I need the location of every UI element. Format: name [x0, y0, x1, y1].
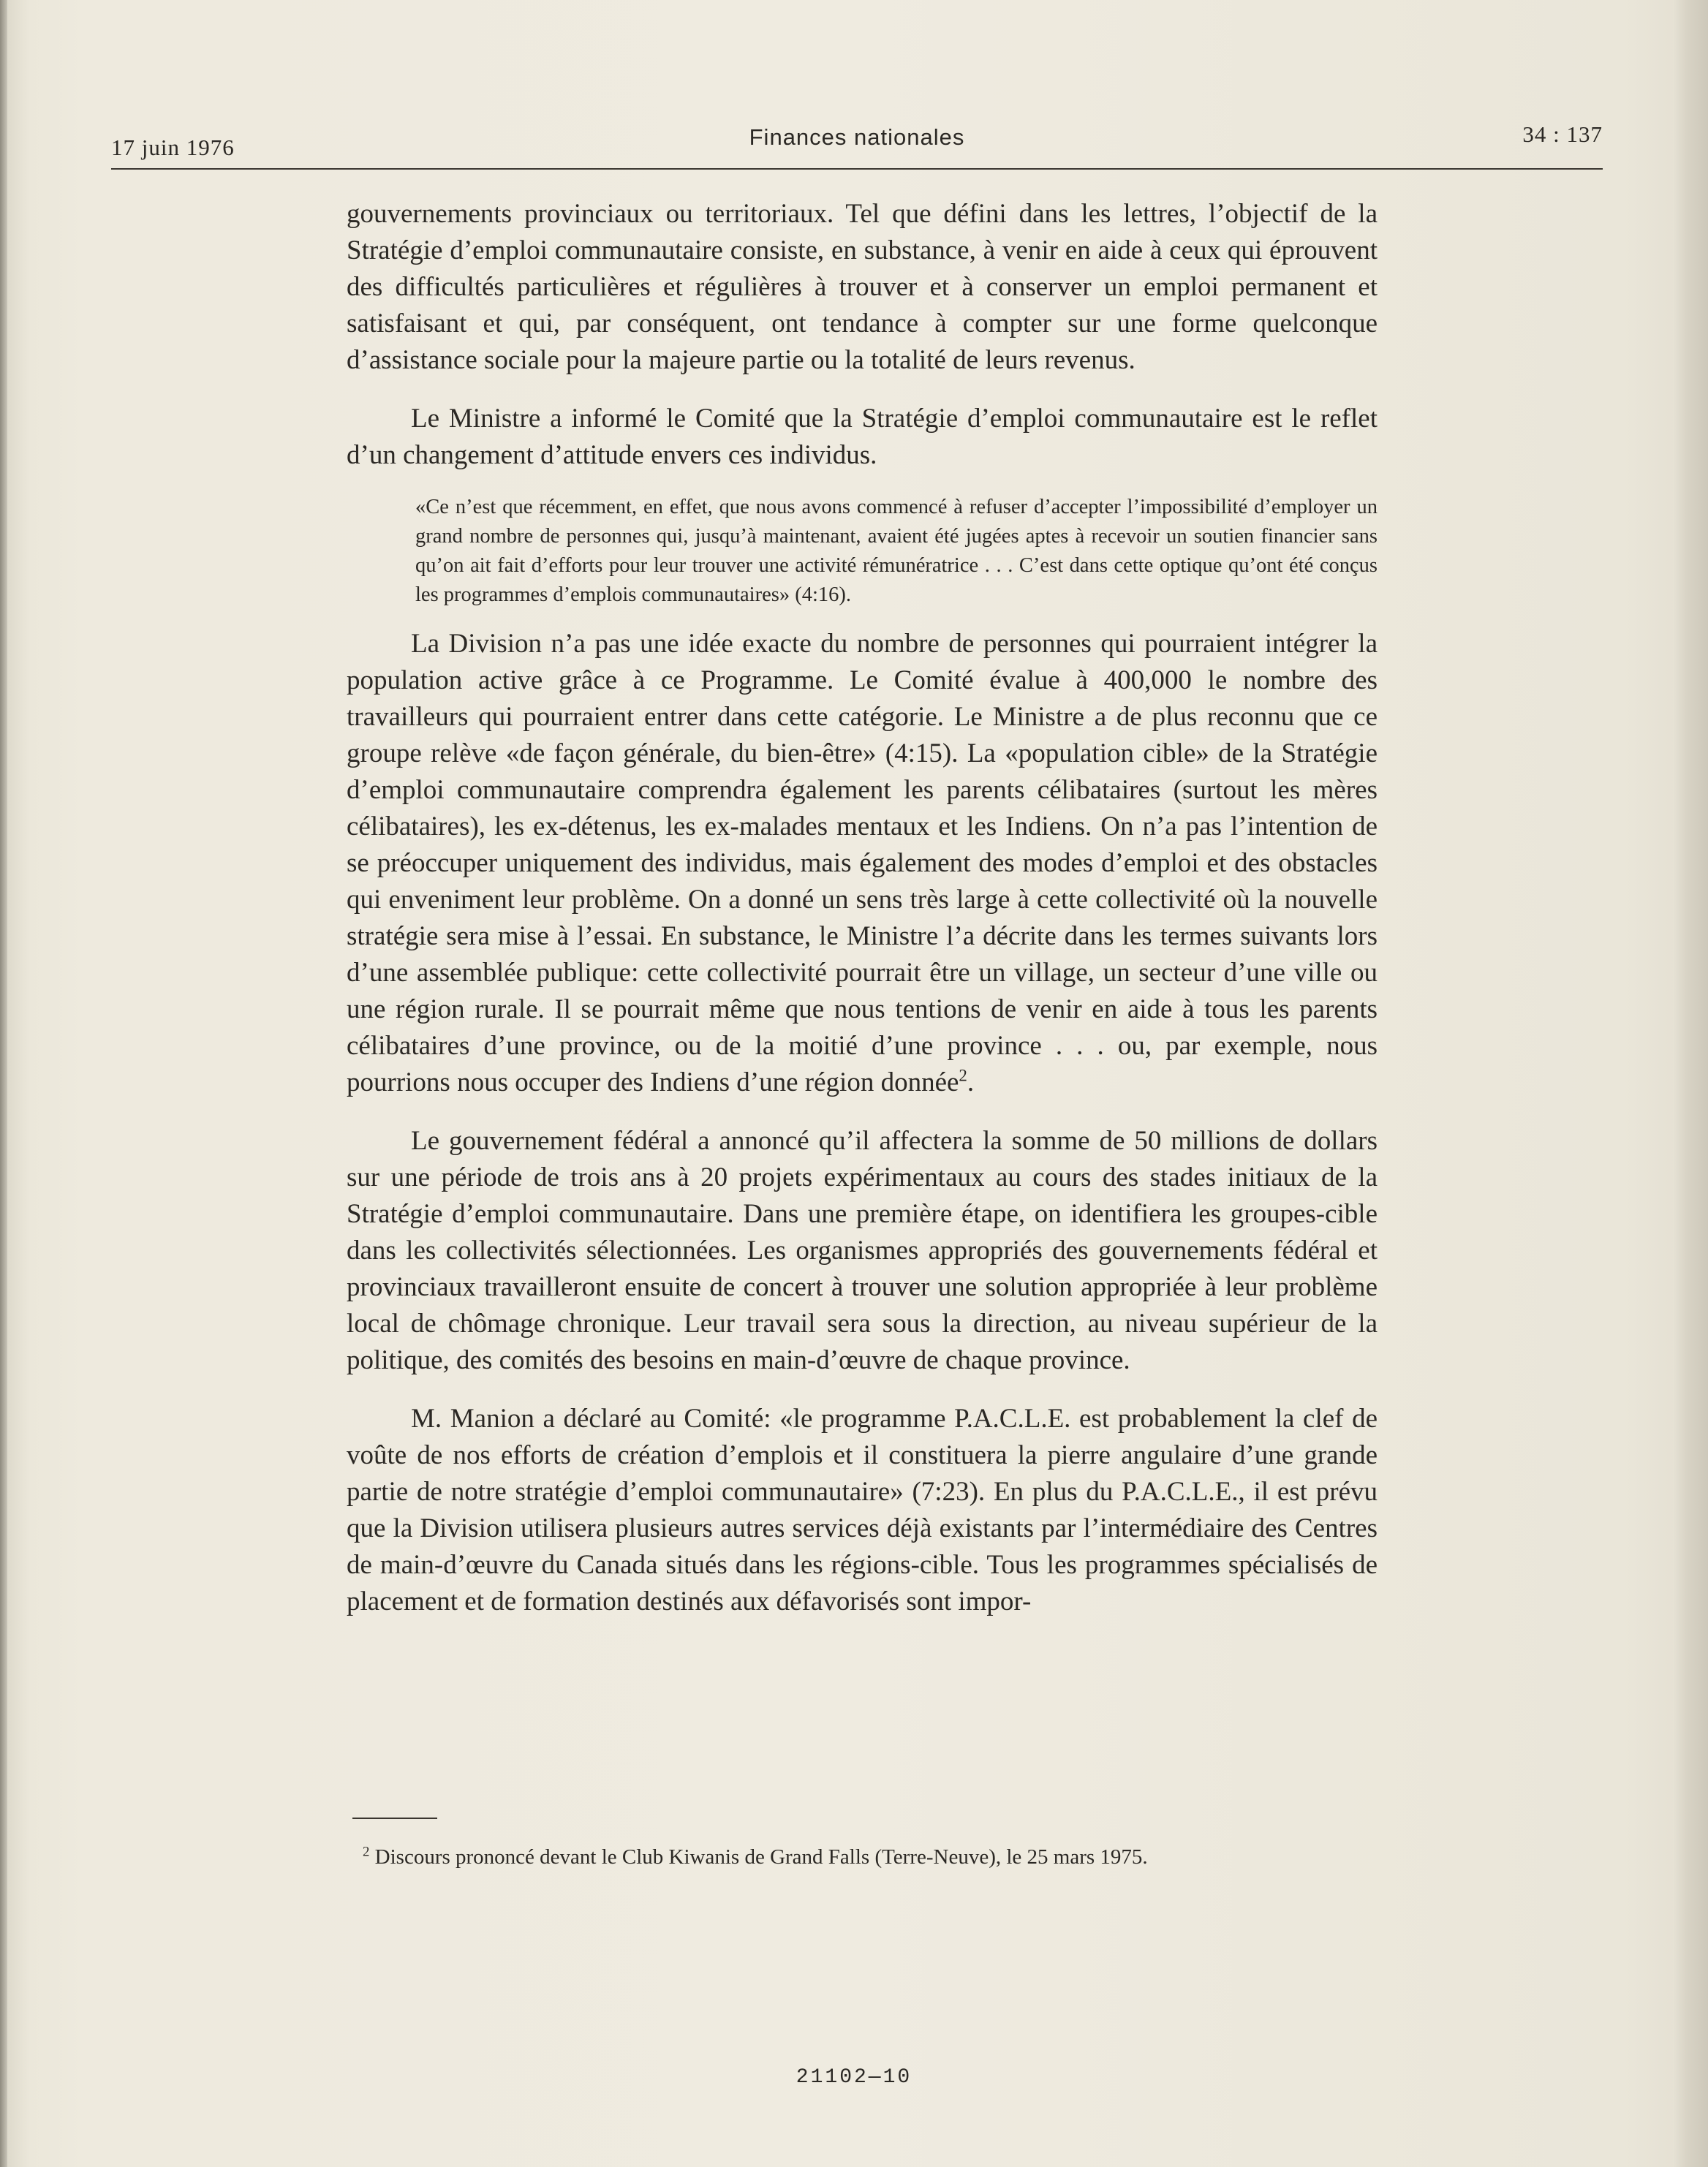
paragraph-division-text: La Division n’a pas une idée exacte du nombre de personnes qui pourraient intégrer la population active grâce à ce Programme. Le Comité évalue à 400,000 le nombre des travailleurs qui pourraient entrer dans cette catégorie. Le Ministre a de plus reconnu que ce groupe relève «de façon générale, du bien-être» (4:15). La «population cible» de la Stratégie d’emploi communautaire comprendra également les parents célibataires (surtout les mères célibataires), les ex-détenus, les ex-malades mentaux et les Indiens. On n’a pas l’intention de se préoccuper uniquement des individus, mais également des modes d’emploi et des obstacles qui enveniment leur problème. On a donné un sens très large à cette collectivité où la nouvelle stratégie sera mise à l’essai. En substance, le Ministre l’a décrite dans les termes suivants lors d’une assemblée publique: cette collectivité pourrait être un village, un secteur d’une ville ou une région rurale. Il se pourrait même que nous tentions de venir en aide à tous les parents célibataires d’une province, ou de la moitié d’une province . . . ou, par exemple, nous pourrions nous occuper des Indiens d’une région donnée	[347, 629, 1378, 1097]
paragraph-division	[347, 626, 1378, 1101]
scan-left-edge	[0, 0, 7, 2167]
paragraph-federal-government: Le gouvernement fédéral a annoncé qu’il affectera la somme de 50 millions de dollars sur une période de trois ans à 20 projets expérimentaux au cours des stades initiaux de la Stratégie d’emploi communautaire. Dans une première étape, on identifiera les groupes-cible dans les collectivités sélectionnées. Les organismes appropriés des gouvernements fédéral et provinciaux travailleront ensuite de concert à trouver une solution appropriée à leur problème local de chômage chronique. Leur travail sera sous la direction, au niveau supérieur de la politique, des comités des besoins en main-d’œuvre de chaque province.	[347, 1126, 1378, 1375]
paragraph-minister-informed: Le Ministre a informé le Comité que la Stratégie d’emploi communautaire est le reflet d’un changement d’attitude envers ces individus.	[347, 404, 1378, 470]
footnote-number: 2	[363, 1844, 370, 1860]
paragraph-manion: M. Manion a déclaré au Comité: «le programme P.A.C.L.E. est probablement la clef de voûte de nos efforts de création d’emplois et il constituera la pierre angulaire d’une grande partie de notre stratégie d’emploi communautaire» (7:23). En plus du P.A.C.L.E., il est prévu que la Division utilisera plusieurs autres services déjà existants par l’intermédiaire des Centres de main-d’œuvre du Canada situés dans les régions-cible. Tous les programmes spécialisés de placement et de formation destinés aux défavorisés sont impor-	[347, 1404, 1378, 1616]
header-date: 17 juin 1976	[111, 135, 235, 160]
footnote-text: Discours prononcé devant le Club Kiwanis de Grand Falls (Terre-Neuve), le 25 mars 1975.	[369, 1845, 1148, 1869]
footnote-rule	[352, 1818, 437, 1819]
printer-mark: 21102—10	[796, 2066, 912, 2089]
running-head	[111, 120, 1603, 171]
body-text	[347, 196, 1378, 1620]
header-title: Finances nationales	[749, 124, 965, 150]
footnote-reference[interactable]: 2	[959, 1066, 967, 1085]
paragraph-continued: gouvernements provinciaux ou territoriaux. Tel que défini dans les lettres, l’objectif de la Stratégie d’emploi communautaire consiste, en substance, à venir en aide à ceux qui éprouvent des difficultés particulières et régulières à trouver et à conserver un emploi permanent et satisfaisant et qui, par conséquent, ont tendance à compter sur une forme quelconque d’assistance sociale pour la majeure partie ou la totalité de leurs revenus.	[347, 199, 1378, 375]
block-quote: «Ce n’est que récemment, en effet, que nous avons commencé à refuser d’accepter l’impossibilité d’employer un grand nombre de personnes qui, jusqu’à maintenant, avaient été jugées aptes à recevoir un soutien financier sans qu’on ait fait d’efforts pour leur trouver une activité rémunératrice . . . C’est dans cette optique qu’ont été conçus les programmes d’emplois communautaires» (4:16).	[415, 496, 1378, 606]
scan-right-edge	[1673, 0, 1708, 2167]
paragraph-division-end: .	[967, 1067, 975, 1097]
footnote	[363, 1842, 1416, 1872]
header-page-number: 34 : 137	[1522, 121, 1603, 147]
header-rule	[111, 168, 1603, 170]
